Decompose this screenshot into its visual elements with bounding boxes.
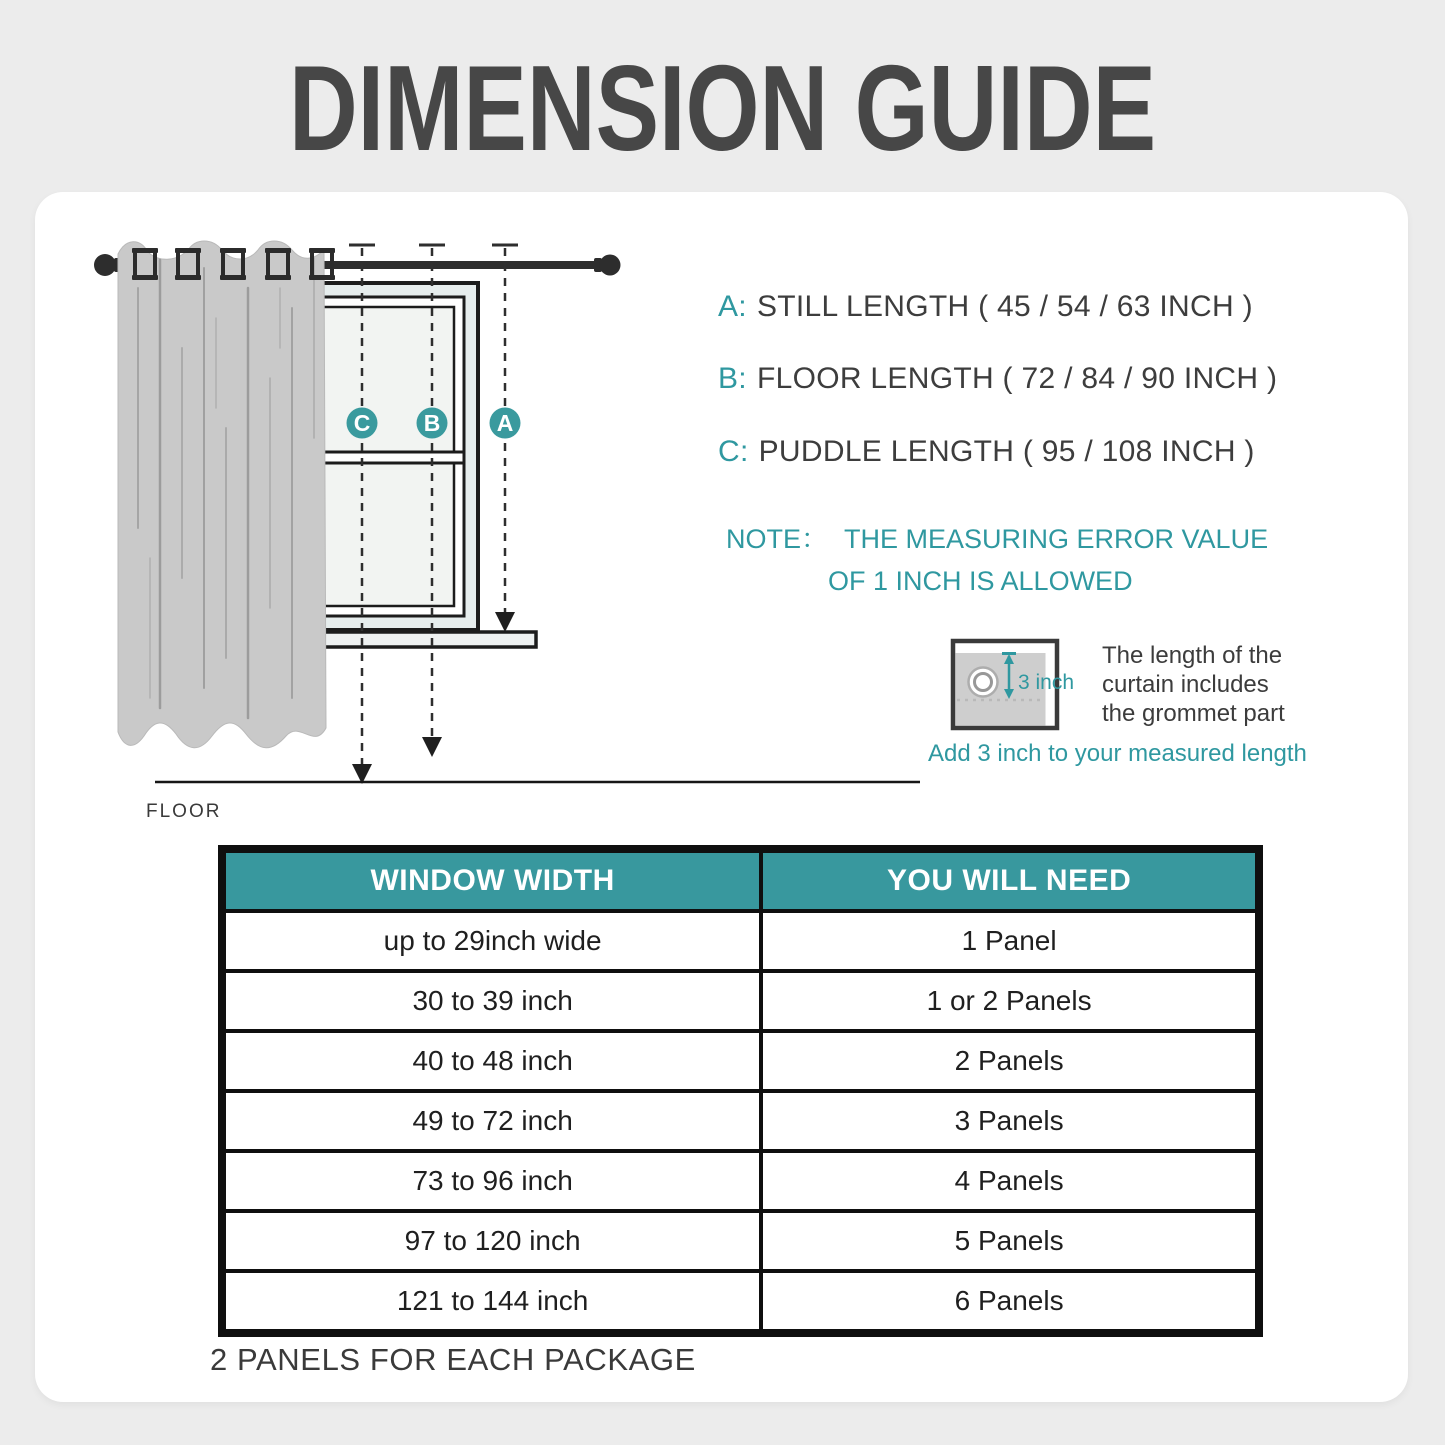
- cell-panels: 3 Panels: [761, 1091, 1259, 1151]
- table-row: [222, 911, 1259, 971]
- note-text-1: THE MEASURING ERROR VALUE: [844, 524, 1269, 554]
- grommet-description-line: The length of the: [1102, 642, 1283, 669]
- window-frame: [295, 283, 536, 647]
- table-header-row: [222, 849, 1259, 911]
- cell-window-width: 40 to 48 inch: [222, 1031, 761, 1091]
- cell-window-width: 49 to 72 inch: [222, 1091, 761, 1151]
- grommet-description-line: curtain includes: [1102, 671, 1269, 698]
- badge-c: C: [353, 410, 371, 436]
- measurement-b: [718, 362, 1277, 396]
- cell-panels: 6 Panels: [761, 1271, 1259, 1333]
- cell-window-width: 97 to 120 inch: [222, 1211, 761, 1271]
- measurement-a-label: A:: [718, 290, 747, 323]
- measurement-c-label: C:: [718, 435, 749, 468]
- cell-panels: 5 Panels: [761, 1211, 1259, 1271]
- table-row: [222, 1151, 1259, 1211]
- header-window-width: WINDOW WIDTH: [222, 849, 761, 911]
- table-row: [222, 1091, 1259, 1151]
- note-line-1: [726, 517, 1268, 556]
- grommet-description-line: the grommet part: [1102, 700, 1285, 727]
- grommet-description: [1102, 641, 1285, 728]
- measurement-a: [718, 290, 1253, 324]
- measurement-c-text: PUDDLE LENGTH ( 95 / 108 INCH ): [758, 435, 1255, 468]
- window-sill: [296, 632, 536, 647]
- grommet-tip: Add 3 inch to your measured length: [928, 740, 1307, 767]
- badge-b: B: [423, 410, 441, 436]
- line-badges: [347, 408, 521, 439]
- curtain-panel: [118, 241, 335, 748]
- cell-window-width: 73 to 96 inch: [222, 1151, 761, 1211]
- grommet-measure-label: 3 inch: [1018, 671, 1075, 694]
- table-row: [222, 1031, 1259, 1091]
- cell-panels: 1 Panel: [761, 911, 1259, 971]
- badge-a: A: [496, 410, 514, 436]
- measurement-a-text: STILL LENGTH ( 45 / 54 / 63 INCH ): [756, 290, 1253, 323]
- arrowhead-b: [422, 737, 442, 757]
- cell-window-width: 30 to 39 inch: [222, 971, 761, 1031]
- cell-panels: 1 or 2 Panels: [761, 971, 1259, 1031]
- floor-label: FLOOR: [146, 801, 222, 822]
- grommet-diagram: [945, 636, 1110, 736]
- table-row: [222, 971, 1259, 1031]
- package-note: 2 PANELS FOR EACH PACKAGE: [210, 1342, 696, 1377]
- table-row: [222, 1211, 1259, 1271]
- note-label: NOTE：: [726, 524, 829, 554]
- cell-window-width: up to 29inch wide: [222, 911, 761, 971]
- page-title: DIMENSION GUIDE: [288, 40, 1157, 176]
- panel-size-table: [218, 845, 1263, 1337]
- measurement-b-text: FLOOR LENGTH ( 72 / 84 / 90 INCH ): [756, 362, 1278, 395]
- measurement-b-label: B:: [718, 362, 747, 395]
- arrowhead-a: [495, 612, 515, 632]
- note-line-2: OF 1 INCH IS ALLOWED: [828, 566, 1133, 596]
- cell-window-width: 121 to 144 inch: [222, 1271, 761, 1333]
- cell-panels: 2 Panels: [761, 1031, 1259, 1091]
- table-row: [222, 1271, 1259, 1333]
- header-you-will-need: YOU WILL NEED: [761, 849, 1259, 911]
- cell-panels: 4 Panels: [761, 1151, 1259, 1211]
- measurement-c: [718, 435, 1255, 469]
